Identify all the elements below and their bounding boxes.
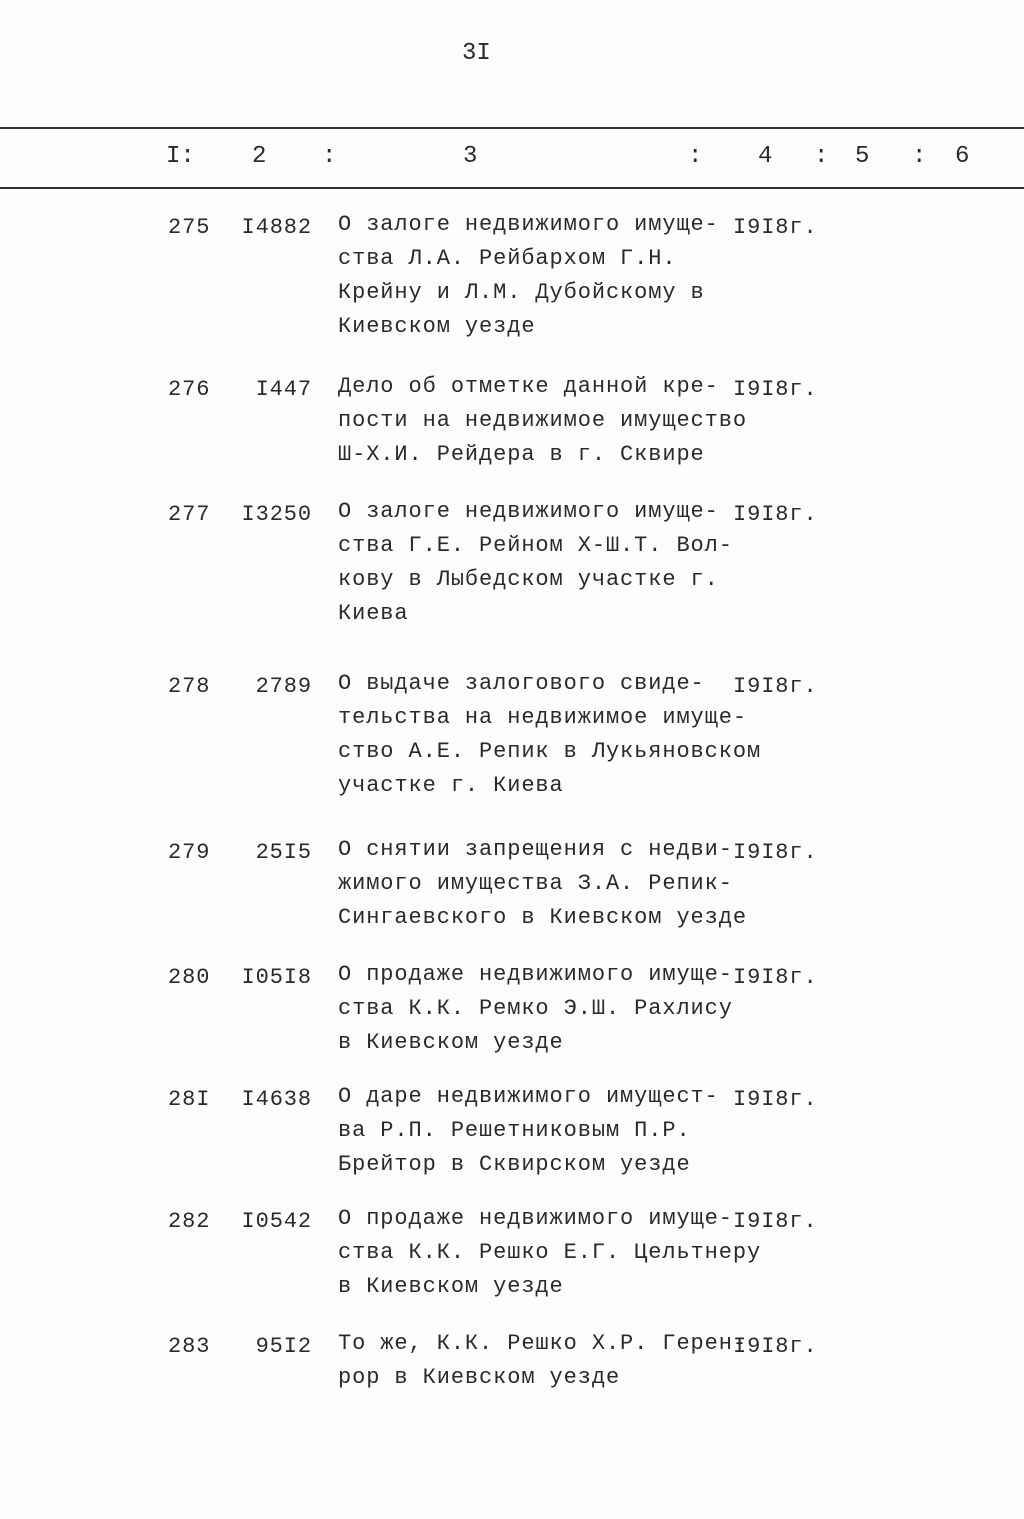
file-number: I4638 (241, 1087, 312, 1112)
header-col-3: 3 (463, 143, 478, 170)
description (338, 833, 747, 935)
description-line: Дело об отметке данной кре- (338, 374, 719, 399)
file-number: I4882 (241, 215, 312, 240)
description (338, 495, 733, 631)
header-separator: : (912, 143, 927, 170)
row-number: 28I (168, 1087, 211, 1112)
file-number: 95I2 (255, 1334, 312, 1359)
description-line: ва Р.П. Решетниковым П.Р. (338, 1118, 691, 1143)
description-line: Ш-Х.И. Рейдера в г. Сквире (338, 442, 705, 467)
header-separator: : (814, 143, 829, 170)
file-number: I447 (255, 377, 312, 402)
description-line: ства Г.Е. Рейном Х-Ш.Т. Вол- (338, 533, 733, 558)
description-line: О даре недвижимого имущест- (338, 1084, 719, 1109)
year: I9I8г. (733, 840, 818, 865)
year: I9I8г. (733, 1334, 818, 1359)
year: I9I8г. (733, 502, 818, 527)
description-line: О продаже недвижимого имуще- (338, 962, 733, 987)
description-line: кову в Лыбедском участке г. (338, 567, 719, 592)
description-line: О снятии запрещения с недви- (338, 837, 733, 862)
description-line: в Киевском уезде (338, 1030, 564, 1055)
description-line: ства К.К. Ремко Э.Ш. Рахлису (338, 996, 733, 1021)
header-separator: : (688, 143, 703, 170)
description-line: тельства на недвижимое имуще- (338, 705, 747, 730)
row-number: 275 (168, 215, 211, 240)
row-number: 280 (168, 965, 211, 990)
description-line: Сингаевского в Киевском уезде (338, 905, 747, 930)
year: I9I8г. (733, 965, 818, 990)
description-line: О продаже недвижимого имуще- (338, 1206, 733, 1231)
row-number: 276 (168, 377, 211, 402)
header-separator: : (322, 143, 337, 170)
header-col-1: I: (166, 143, 195, 170)
file-number: 25I5 (255, 840, 312, 865)
file-number: I0542 (241, 1209, 312, 1234)
file-number: I3250 (241, 502, 312, 527)
description-line: О выдаче залогового свиде- (338, 671, 705, 696)
description (338, 1202, 761, 1304)
description-line: ства К.К. Решко Е.Г. Цельтнеру (338, 1240, 762, 1265)
header-col-4: 4 (758, 143, 773, 170)
description-line: рор в Киевском уезде (338, 1365, 621, 1390)
description-line: О залоге недвижимого имуще- (338, 499, 719, 524)
description-line: ство А.Е. Репик в Лукьяновском (338, 739, 762, 764)
row-number: 283 (168, 1334, 211, 1359)
year: I9I8г. (733, 674, 818, 699)
description-line: Крейну и Л.М. Дубойскому в (338, 280, 705, 305)
year: I9I8г. (733, 215, 818, 240)
header-col-6: 6 (955, 143, 970, 170)
description-line: Брейтор в Сквирском уезде (338, 1152, 691, 1177)
header-col-5: 5 (855, 143, 870, 170)
description (338, 370, 747, 472)
description (338, 958, 733, 1060)
year: I9I8г. (733, 1209, 818, 1234)
description-line: в Киевском уезде (338, 1274, 564, 1299)
header-top-rule (0, 127, 1024, 129)
description-line: пости на недвижимое имущество (338, 408, 747, 433)
description-line: О залоге недвижимого имуще- (338, 212, 719, 237)
description (338, 667, 761, 803)
description (338, 1327, 747, 1395)
year: I9I8г. (733, 377, 818, 402)
row-number: 278 (168, 674, 211, 699)
description-line: ства Л.А. Рейбархом Г.Н. (338, 246, 677, 271)
description (338, 1080, 719, 1182)
description-line: Киева (338, 601, 409, 626)
page-number: 3I (462, 40, 491, 67)
description-line: Киевском уезде (338, 314, 536, 339)
description (338, 208, 719, 344)
description-line: жимого имущества З.А. Репик- (338, 871, 733, 896)
header-bottom-rule (0, 187, 1024, 189)
file-number: I05I8 (241, 965, 312, 990)
row-number: 277 (168, 502, 211, 527)
header-col-2: 2 (252, 143, 267, 170)
description-line: То же, К.К. Решко Х.Р. Герен- (338, 1331, 747, 1356)
row-number: 282 (168, 1209, 211, 1234)
file-number: 2789 (255, 674, 312, 699)
year: I9I8г. (733, 1087, 818, 1112)
row-number: 279 (168, 840, 211, 865)
description-line: участке г. Киева (338, 773, 564, 798)
